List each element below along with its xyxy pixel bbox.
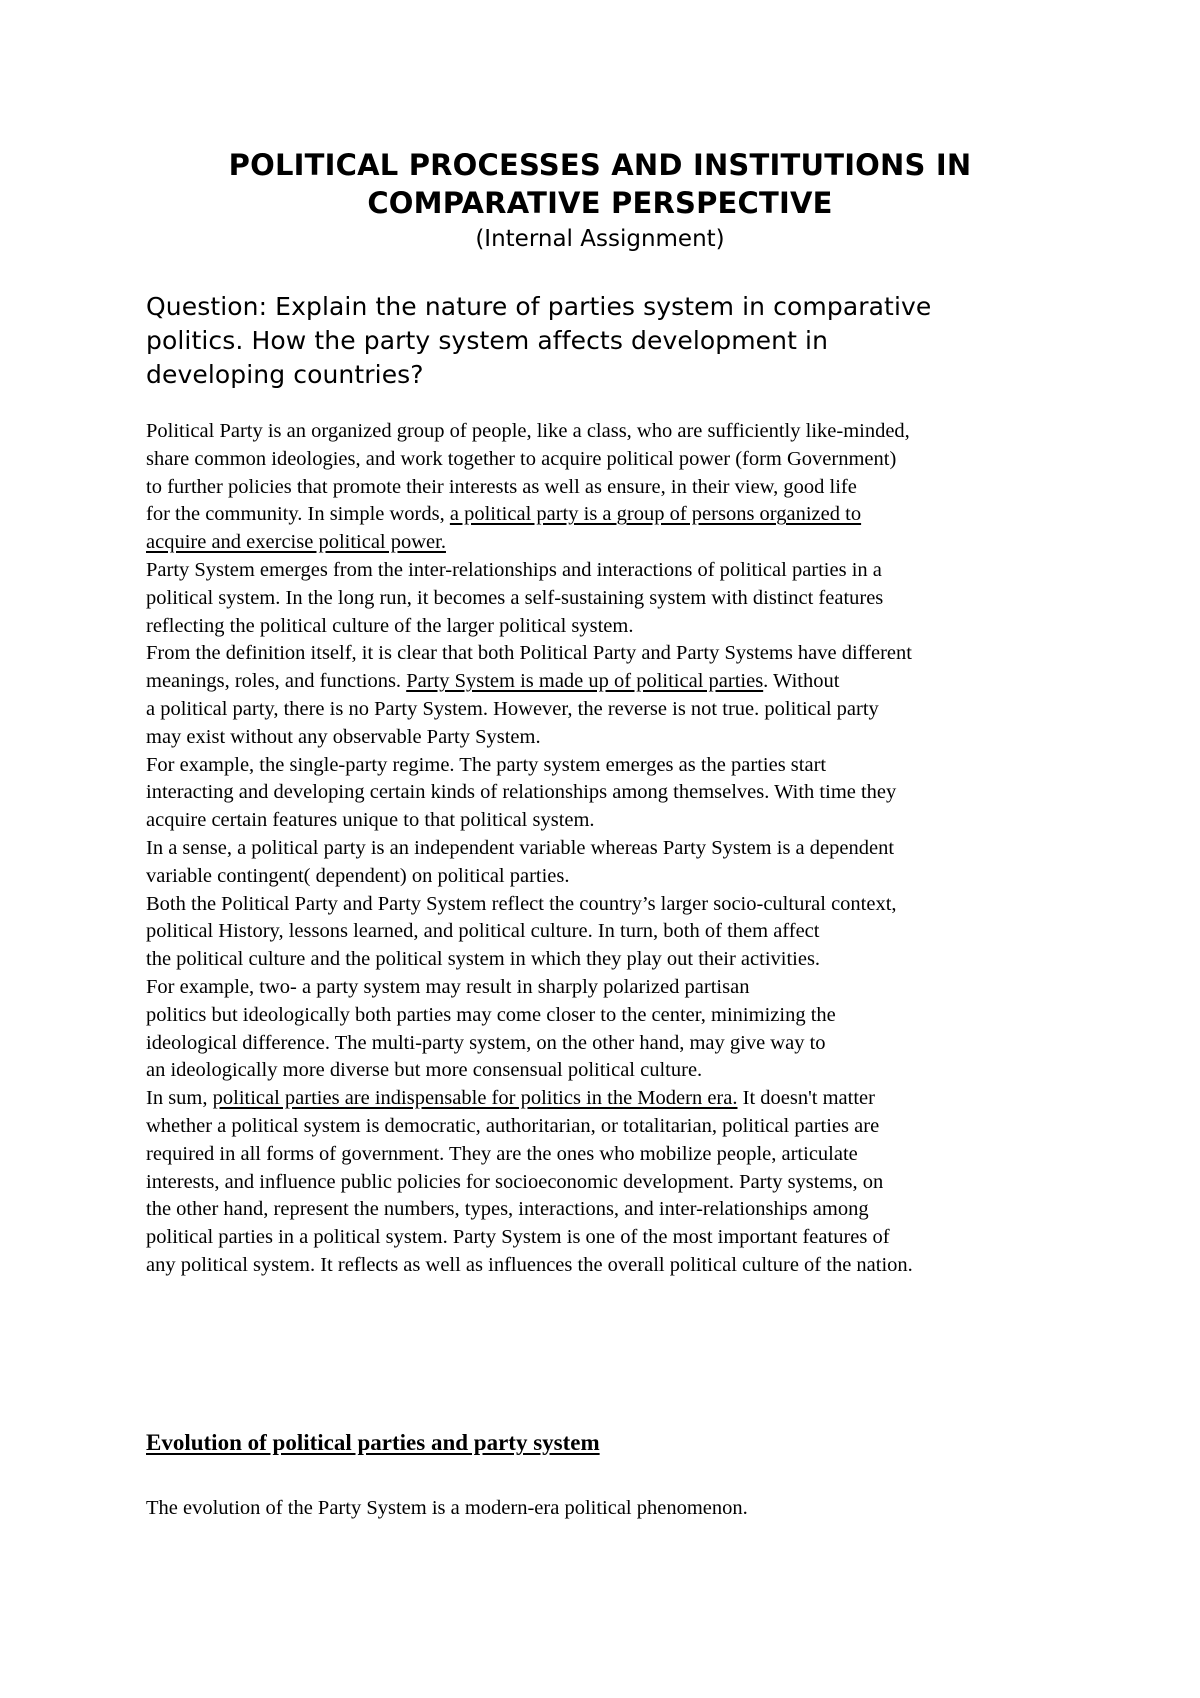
body-text-span: acquire certain features unique to that political system. — [146, 809, 595, 832]
body-line — [146, 1113, 1076, 1141]
body-text-span: Political Party is an organized group of people, like a class, who are sufficiently like-minded, — [146, 420, 910, 442]
body-line — [146, 1030, 1076, 1058]
question-line: Question: Explain the nature of parties system in comparative — [146, 292, 932, 321]
body-text-span: an ideologically more diverse but more consensual political culture. — [146, 1059, 703, 1082]
question-line: politics. How the party system affects development in — [146, 326, 829, 355]
body-text-span: required in all forms of government. They are the ones who mobilize people, articulate — [146, 1142, 858, 1165]
body-line — [146, 863, 1076, 891]
question-block — [146, 290, 1066, 392]
body-line — [146, 474, 1076, 502]
title-block — [0, 146, 1200, 256]
body-line — [146, 807, 1076, 835]
body-line — [146, 752, 1076, 780]
body-line — [146, 613, 1076, 641]
document-subtitle: (Internal Assignment) — [475, 226, 725, 252]
body-text-span: political system. In the long run, it becomes a self-sustaining system with distinct features — [146, 586, 884, 609]
body-line — [146, 501, 1076, 529]
body-line — [146, 918, 1076, 946]
body-line — [146, 640, 1076, 668]
body-line — [146, 1169, 1076, 1197]
body-text-span: politics but ideologically both parties may come closer to the center, minimizing the — [146, 1003, 836, 1026]
body-text-span: for the community. In simple words, — [146, 503, 450, 526]
question-line: developing countries? — [146, 360, 424, 389]
body-text-span: any political system. It reflects as well as influences the overall political culture of the nation. — [146, 1253, 913, 1276]
body-line — [146, 974, 1076, 1002]
body-line — [146, 724, 1076, 752]
body-line — [146, 1224, 1076, 1252]
body-text-span: a political party, there is no Party System. However, the reverse is not true. political party — [146, 697, 879, 720]
body-text-span: share common ideologies, and work together to acquire political power (form Government) — [146, 447, 897, 470]
body-line — [146, 696, 1076, 724]
underlined-text: Party System is made up of political parties — [406, 670, 764, 693]
section-paragraph: The evolution of the Party System is a modern-era political phenomenon. — [146, 1497, 748, 1519]
body-line — [146, 585, 1076, 613]
body-line — [146, 668, 1076, 696]
body-text-span: may exist without any observable Party System. — [146, 725, 541, 748]
body-text-span: whether a political system is democratic, authoritarian, or totalitarian, political parties are — [146, 1114, 880, 1137]
body-text-span: reflecting the political culture of the larger political system. — [146, 614, 634, 637]
document-title-line-2: COMPARATIVE PERSPECTIVE — [367, 186, 833, 220]
underlined-text: acquire and exercise political power. — [146, 531, 446, 554]
body-text-span: For example, the single-party regime. The party system emerges as the parties start — [146, 753, 827, 776]
underlined-text: a political party is a group of persons organized to — [449, 503, 862, 526]
body-text-span: Both the Political Party and Party System reflect the country’s larger socio-cultural context, — [146, 892, 897, 915]
body-text-span: variable contingent( dependent) on political parties. — [146, 864, 570, 887]
body-text-span: . Without — [763, 670, 840, 693]
body-text-span: meanings, roles, and functions. — [146, 670, 407, 693]
body-line — [146, 1002, 1076, 1030]
body-line — [146, 946, 1076, 974]
body-line — [146, 891, 1076, 919]
body-line — [146, 835, 1076, 863]
answer-body — [146, 418, 1076, 1280]
body-line — [146, 1196, 1076, 1224]
body-text-span: In a sense, a political party is an independent variable whereas Party System is a dependent — [146, 836, 895, 859]
body-text-span: to further policies that promote their interests as well as ensure, in their view, good life — [146, 475, 857, 498]
body-line — [146, 418, 1076, 446]
body-line — [146, 557, 1076, 585]
body-text-span: ideological difference. The multi-party system, on the other hand, may give way to — [146, 1031, 826, 1054]
body-line — [146, 1141, 1076, 1169]
body-text-span: political History, lessons learned, and political culture. In turn, both of them affect — [146, 920, 820, 943]
body-text-span: political parties in a political system. Party System is one of the most important features of — [146, 1226, 890, 1249]
body-line — [146, 529, 1076, 557]
body-text-span: interacting and developing certain kinds of relationships among themselves. With time they — [146, 781, 897, 804]
body-line — [146, 1252, 1076, 1280]
body-text-span: interests, and influence public policies for socioeconomic development. Party systems, on — [146, 1170, 884, 1193]
body-line — [146, 1085, 1076, 1113]
section-heading: Evolution of political parties and party system — [146, 1430, 600, 1455]
body-text-span: the political culture and the political system in which they play out their activities. — [146, 948, 821, 971]
body-line — [146, 1057, 1076, 1085]
body-line — [146, 446, 1076, 474]
underlined-text: political parties are indispensable for politics in the Modern era. — [212, 1087, 738, 1110]
body-text-span: In sum, — [146, 1087, 213, 1110]
body-text-span: For example, two- a party system may result in sharply polarized partisan — [146, 975, 750, 998]
body-line — [146, 779, 1076, 807]
document-title-line-1: POLITICAL PROCESSES AND INSTITUTIONS IN — [228, 148, 972, 182]
body-text-span: From the definition itself, it is clear that both Political Party and Party Systems have different — [146, 642, 912, 665]
body-text-span: It doesn't matter — [737, 1087, 875, 1110]
body-text-span: the other hand, represent the numbers, types, interactions, and inter-relationships among — [146, 1198, 869, 1221]
body-text-span: Party System emerges from the inter-relationships and interactions of political parties in a — [146, 558, 882, 581]
